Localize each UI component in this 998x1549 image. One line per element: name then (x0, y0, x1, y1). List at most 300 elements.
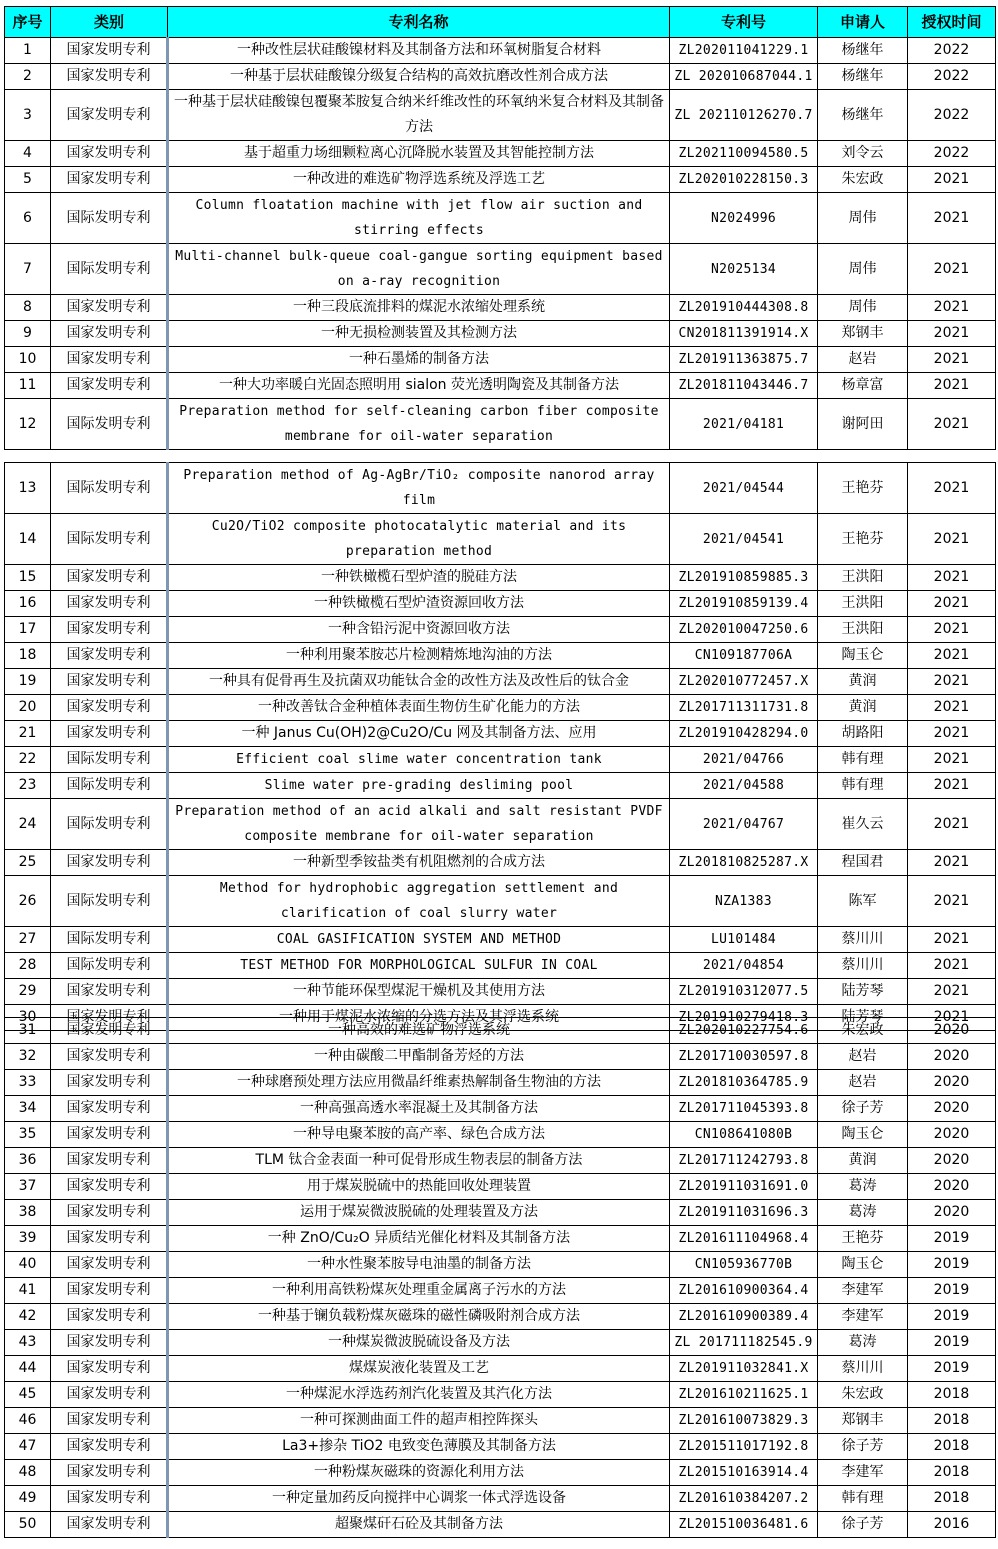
table-row (5, 1096, 996, 1122)
grant-year-cell: 2022 (908, 64, 996, 90)
category-cell: 国际发明专利 (51, 399, 168, 450)
row-number-cell: 33 (5, 1070, 51, 1096)
category-cell: 国际发明专利 (51, 193, 168, 244)
table-header (4, 6, 996, 38)
patent-name-cell: 一种节能环保型煤泥干燥机及其使用方法 (168, 979, 670, 1005)
category-cell: 国家发明专利 (51, 1460, 168, 1486)
patent-number-cell: ZL201911032841.X (670, 1356, 818, 1382)
grant-year-cell: 2021 (908, 1005, 996, 1031)
patent-name-cell: 一种改进的难选矿物浮选系统及浮选工艺 (168, 167, 670, 193)
patent-number-cell: ZL 202010687044.1 (670, 64, 818, 90)
patent-name-cell: Method for hydrophobic aggregation settlement and clarification of coal slurry water (168, 876, 670, 927)
table-row (5, 1044, 996, 1070)
grant-year-cell: 2019 (908, 1304, 996, 1330)
patent-name-cell: 一种 Janus Cu(OH)2@Cu2O/Cu 网及其制备方法、应用 (168, 721, 670, 747)
grant-year-cell: 2019 (908, 1252, 996, 1278)
table-row (5, 295, 996, 321)
table-row (5, 167, 996, 193)
grant-year-cell: 2020 (908, 1122, 996, 1148)
patent-name-cell: Preparation method of an acid alkali and salt resistant PVDF composite membrane for oil-water separation (168, 799, 670, 850)
patent-number-cell: ZL202010228150.3 (670, 167, 818, 193)
patent-number-cell: ZL201811043446.7 (670, 373, 818, 399)
row-number-cell: 19 (5, 669, 51, 695)
applicant-cell: 陈军 (818, 876, 908, 927)
row-number-cell: 22 (5, 747, 51, 773)
table-row (5, 244, 996, 295)
category-cell: 国际发明专利 (51, 773, 168, 799)
table-row (5, 90, 996, 141)
table-row (5, 193, 996, 244)
patent-name-cell: 一种大功率暖白光固态照明用 sialon 荧光透明陶瓷及其制备方法 (168, 373, 670, 399)
category-cell: 国家发明专利 (51, 565, 168, 591)
patent-number-cell: ZL201911031696.3 (670, 1200, 818, 1226)
grant-year-cell: 2020 (908, 1096, 996, 1122)
table-row (5, 565, 996, 591)
table-row (5, 721, 996, 747)
table-row (5, 1148, 996, 1174)
table-row (5, 1200, 996, 1226)
patent-name-cell: 一种由碳酸二甲酯制备芳烃的方法 (168, 1044, 670, 1070)
table-row (5, 669, 996, 695)
patent-name-cell: 一种导电聚苯胺的高产率、绿色合成方法 (168, 1122, 670, 1148)
row-number-cell: 43 (5, 1330, 51, 1356)
table-row (5, 1174, 996, 1200)
grant-year-cell: 2021 (908, 695, 996, 721)
category-cell: 国家发明专利 (51, 167, 168, 193)
row-number-cell: 10 (5, 347, 51, 373)
patent-name-cell: 一种铁橄榄石型炉渣的脱硅方法 (168, 565, 670, 591)
category-cell: 国家发明专利 (51, 295, 168, 321)
row-number-cell: 5 (5, 167, 51, 193)
category-cell: 国家发明专利 (51, 1278, 168, 1304)
category-cell: 国家发明专利 (51, 643, 168, 669)
grant-year-cell: 2021 (908, 347, 996, 373)
applicant-cell: 杨继年 (818, 90, 908, 141)
patent-number-cell: CN109187706A (670, 643, 818, 669)
patent-name-cell: 一种基于层状硅酸镍分级复合结构的高效抗磨改性剂合成方法 (168, 64, 670, 90)
table-row (5, 1486, 996, 1512)
table-row (5, 643, 996, 669)
row-number-cell: 17 (5, 617, 51, 643)
applicant-cell: 韩有理 (818, 1486, 908, 1512)
header-patent-number: 专利号 (670, 7, 818, 38)
patent-name-cell: Preparation method for self-cleaning carbon fiber composite membrane for oil-water separation (168, 399, 670, 450)
patent-name-cell: Column floatation machine with jet flow air suction and stirring effects (168, 193, 670, 244)
category-cell: 国家发明专利 (51, 1200, 168, 1226)
grant-year-cell: 2018 (908, 1460, 996, 1486)
table-row (5, 1408, 996, 1434)
table-row (5, 1122, 996, 1148)
category-cell: 国家发明专利 (51, 141, 168, 167)
row-number-cell: 3 (5, 90, 51, 141)
patent-number-cell: ZL201711242793.8 (670, 1148, 818, 1174)
patent-number-cell: ZL201610900364.4 (670, 1278, 818, 1304)
applicant-cell: 王洪阳 (818, 565, 908, 591)
patent-number-cell: NZA1383 (670, 876, 818, 927)
patent-number-cell: ZL201711311731.8 (670, 695, 818, 721)
header-category: 类别 (51, 7, 168, 38)
applicant-cell: 李建军 (818, 1304, 908, 1330)
header-row (5, 7, 996, 38)
category-cell: 国际发明专利 (51, 514, 168, 565)
applicant-cell: 杨继年 (818, 38, 908, 64)
grant-year-cell: 2021 (908, 669, 996, 695)
applicant-cell: 陆芳琴 (818, 1005, 908, 1031)
row-number-cell: 7 (5, 244, 51, 295)
patent-number-cell: N2024996 (670, 193, 818, 244)
grant-year-cell: 2021 (908, 747, 996, 773)
row-number-cell: 1 (5, 38, 51, 64)
row-number-cell: 15 (5, 565, 51, 591)
applicant-cell: 徐子芳 (818, 1096, 908, 1122)
grant-year-cell: 2020 (908, 1018, 996, 1044)
category-cell: 国际发明专利 (51, 244, 168, 295)
patent-number-cell: ZL202010772457.X (670, 669, 818, 695)
row-number-cell: 37 (5, 1174, 51, 1200)
applicant-cell: 郑钢丰 (818, 321, 908, 347)
applicant-cell: 陶玉仑 (818, 1122, 908, 1148)
applicant-cell: 王艳芬 (818, 463, 908, 514)
row-number-cell: 27 (5, 927, 51, 953)
grant-year-cell: 2021 (908, 850, 996, 876)
category-cell: 国家发明专利 (51, 1148, 168, 1174)
applicant-cell: 蔡川川 (818, 1356, 908, 1382)
category-cell: 国家发明专利 (51, 1122, 168, 1148)
patent-number-cell: ZL201911363875.7 (670, 347, 818, 373)
patent-table-section (4, 37, 996, 450)
patent-number-cell: ZL201911031691.0 (670, 1174, 818, 1200)
table-row (5, 1330, 996, 1356)
category-cell: 国家发明专利 (51, 373, 168, 399)
category-cell: 国际发明专利 (51, 747, 168, 773)
category-cell: 国家发明专利 (51, 1252, 168, 1278)
category-cell: 国家发明专利 (51, 850, 168, 876)
applicant-cell: 王洪阳 (818, 591, 908, 617)
grant-year-cell: 2021 (908, 373, 996, 399)
applicant-cell: 陶玉仑 (818, 643, 908, 669)
applicant-cell: 谢阿田 (818, 399, 908, 450)
patent-name-cell: 一种利用高铁粉煤灰处理重金属离子污水的方法 (168, 1278, 670, 1304)
grant-year-cell: 2021 (908, 565, 996, 591)
grant-year-cell: 2021 (908, 979, 996, 1005)
applicant-cell: 韩有理 (818, 773, 908, 799)
row-number-cell: 36 (5, 1148, 51, 1174)
patent-name-cell: TEST METHOD FOR MORPHOLOGICAL SULFUR IN COAL (168, 953, 670, 979)
applicant-cell: 蔡川川 (818, 953, 908, 979)
patent-name-cell: Cu2O/TiO2 composite photocatalytic material and its preparation method (168, 514, 670, 565)
category-cell: 国际发明专利 (51, 799, 168, 850)
header-grant-year: 授权时间 (908, 7, 996, 38)
category-cell: 国家发明专利 (51, 1408, 168, 1434)
row-number-cell: 29 (5, 979, 51, 1005)
patent-number-cell: ZL201910312077.5 (670, 979, 818, 1005)
patent-name-cell: 一种三段底流排料的煤泥水浓缩处理系统 (168, 295, 670, 321)
table-row (5, 953, 996, 979)
table-row (5, 927, 996, 953)
grant-year-cell: 2021 (908, 953, 996, 979)
table-row (5, 1382, 996, 1408)
grant-year-cell: 2021 (908, 167, 996, 193)
category-cell: 国家发明专利 (51, 347, 168, 373)
patent-number-cell: ZL201810364785.9 (670, 1070, 818, 1096)
grant-year-cell: 2020 (908, 1174, 996, 1200)
category-cell: 国家发明专利 (51, 1005, 168, 1031)
patent-number-cell: 2021/04766 (670, 747, 818, 773)
table-row (5, 347, 996, 373)
applicant-cell: 周伟 (818, 193, 908, 244)
applicant-cell: 赵岩 (818, 347, 908, 373)
grant-year-cell: 2021 (908, 876, 996, 927)
category-cell: 国家发明专利 (51, 1434, 168, 1460)
row-number-cell: 20 (5, 695, 51, 721)
table-row (5, 514, 996, 565)
row-number-cell: 39 (5, 1226, 51, 1252)
patent-number-cell: N2025134 (670, 244, 818, 295)
row-number-cell: 34 (5, 1096, 51, 1122)
patent-number-cell: ZL201910859139.4 (670, 591, 818, 617)
grant-year-cell: 2021 (908, 295, 996, 321)
table-row (5, 695, 996, 721)
patent-number-cell: ZL 201711182545.9 (670, 1330, 818, 1356)
category-cell: 国家发明专利 (51, 90, 168, 141)
applicant-cell: 陶玉仑 (818, 1252, 908, 1278)
category-cell: 国家发明专利 (51, 979, 168, 1005)
applicant-cell: 葛涛 (818, 1330, 908, 1356)
patent-number-cell: ZL201611104968.4 (670, 1226, 818, 1252)
patent-number-cell: ZL201910859885.3 (670, 565, 818, 591)
patent-number-cell: ZL202010047250.6 (670, 617, 818, 643)
applicant-cell: 胡路阳 (818, 721, 908, 747)
patent-name-cell: 用于煤炭脱硫中的热能回收处理装置 (168, 1174, 670, 1200)
row-number-cell: 28 (5, 953, 51, 979)
grant-year-cell: 2021 (908, 643, 996, 669)
table-row (5, 38, 996, 64)
row-number-cell: 48 (5, 1460, 51, 1486)
applicant-cell: 李建军 (818, 1460, 908, 1486)
row-number-cell: 40 (5, 1252, 51, 1278)
applicant-cell: 王艳芬 (818, 1226, 908, 1252)
grant-year-cell: 2018 (908, 1408, 996, 1434)
grant-year-cell: 2021 (908, 321, 996, 347)
patent-name-cell: 一种基于镧负载粉煤灰磁珠的磁性磷吸附剂合成方法 (168, 1304, 670, 1330)
grant-year-cell: 2021 (908, 617, 996, 643)
patent-name-cell: 一种定量加药反向搅拌中心调浆一体式浮选设备 (168, 1486, 670, 1512)
patent-name-cell: 一种可探测曲面工件的超声相控阵探头 (168, 1408, 670, 1434)
patent-number-cell: ZL201510163914.4 (670, 1460, 818, 1486)
row-number-cell: 18 (5, 643, 51, 669)
patent-name-cell: 一种利用聚苯胺芯片检测精炼地沟油的方法 (168, 643, 670, 669)
patent-name-cell: La3+掺杂 TiO2 电致变色薄膜及其制备方法 (168, 1434, 670, 1460)
row-number-cell: 32 (5, 1044, 51, 1070)
patent-number-cell: ZL201711045393.8 (670, 1096, 818, 1122)
row-number-cell: 41 (5, 1278, 51, 1304)
applicant-cell: 刘令云 (818, 141, 908, 167)
row-number-cell: 13 (5, 463, 51, 514)
grant-year-cell: 2022 (908, 90, 996, 141)
grant-year-cell: 2021 (908, 591, 996, 617)
category-cell: 国家发明专利 (51, 695, 168, 721)
patent-number-cell: CN105936770B (670, 1252, 818, 1278)
table-row (5, 141, 996, 167)
row-number-cell: 26 (5, 876, 51, 927)
table-row (5, 747, 996, 773)
grant-year-cell: 2019 (908, 1226, 996, 1252)
row-number-cell: 31 (5, 1018, 51, 1044)
table-row (5, 1304, 996, 1330)
table-row (5, 591, 996, 617)
patent-number-cell: ZL201510036481.6 (670, 1512, 818, 1538)
row-number-cell: 25 (5, 850, 51, 876)
applicant-cell: 程国君 (818, 850, 908, 876)
patent-name-cell: 一种新型季铵盐类有机阻燃剂的合成方法 (168, 850, 670, 876)
patent-name-cell: 一种水性聚苯胺导电油墨的制备方法 (168, 1252, 670, 1278)
table-row (5, 373, 996, 399)
applicant-cell: 李建军 (818, 1278, 908, 1304)
grant-year-cell: 2021 (908, 244, 996, 295)
patent-name-cell: COAL GASIFICATION SYSTEM AND METHOD (168, 927, 670, 953)
category-cell: 国家发明专利 (51, 64, 168, 90)
patent-name-cell: 一种改善钛合金种植体表面生物仿生矿化能力的方法 (168, 695, 670, 721)
category-cell: 国家发明专利 (51, 1486, 168, 1512)
applicant-cell: 韩有理 (818, 747, 908, 773)
grant-year-cell: 2018 (908, 1486, 996, 1512)
patent-number-cell: ZL201910428294.0 (670, 721, 818, 747)
table-row (5, 1252, 996, 1278)
patent-number-cell: ZL201910444308.8 (670, 295, 818, 321)
applicant-cell: 杨继年 (818, 64, 908, 90)
patent-number-cell: ZL201610900389.4 (670, 1304, 818, 1330)
patent-name-cell: 一种含铅污泥中资源回收方法 (168, 617, 670, 643)
category-cell: 国家发明专利 (51, 1512, 168, 1538)
row-number-cell: 12 (5, 399, 51, 450)
grant-year-cell: 2022 (908, 38, 996, 64)
table-row (5, 773, 996, 799)
table-row (5, 1070, 996, 1096)
row-number-cell: 2 (5, 64, 51, 90)
category-cell: 国家发明专利 (51, 669, 168, 695)
row-number-cell: 38 (5, 1200, 51, 1226)
patent-number-cell: 2021/04544 (670, 463, 818, 514)
category-cell: 国家发明专利 (51, 1070, 168, 1096)
applicant-cell: 周伟 (818, 244, 908, 295)
patent-number-cell: ZL 202110126270.7 (670, 90, 818, 141)
applicant-cell: 朱宏政 (818, 167, 908, 193)
category-cell: 国家发明专利 (51, 1356, 168, 1382)
applicant-cell: 朱宏政 (818, 1018, 908, 1044)
applicant-cell: 徐子芳 (818, 1434, 908, 1460)
applicant-cell: 赵岩 (818, 1070, 908, 1096)
patent-number-cell: ZL201610211625.1 (670, 1382, 818, 1408)
patent-name-cell: 一种铁橄榄石型炉渣资源回收方法 (168, 591, 670, 617)
row-number-cell: 24 (5, 799, 51, 850)
grant-year-cell: 2018 (908, 1382, 996, 1408)
patent-name-cell: 一种高强高透水率混凝土及其制备方法 (168, 1096, 670, 1122)
applicant-cell: 周伟 (818, 295, 908, 321)
applicant-cell: 蔡川川 (818, 927, 908, 953)
row-number-cell: 50 (5, 1512, 51, 1538)
table-row (5, 876, 996, 927)
patent-name-cell: Slime water pre-grading desliming pool (168, 773, 670, 799)
grant-year-cell: 2020 (908, 1044, 996, 1070)
row-number-cell: 47 (5, 1434, 51, 1460)
patent-number-cell: 2021/04588 (670, 773, 818, 799)
row-number-cell: 45 (5, 1382, 51, 1408)
row-number-cell: 44 (5, 1356, 51, 1382)
patent-name-cell: 一种基于层状硅酸镍包覆聚苯胺复合纳米纤维改性的环氧纳米复合材料及其制备方法 (168, 90, 670, 141)
category-cell: 国家发明专利 (51, 1174, 168, 1200)
table-row (5, 463, 996, 514)
patent-number-cell: CN108641080B (670, 1122, 818, 1148)
patent-number-cell: 2021/04767 (670, 799, 818, 850)
table-row (5, 617, 996, 643)
patent-number-cell: 2021/04181 (670, 399, 818, 450)
patent-number-cell: LU101484 (670, 927, 818, 953)
grant-year-cell: 2021 (908, 721, 996, 747)
category-cell: 国家发明专利 (51, 38, 168, 64)
table-row (5, 1512, 996, 1538)
patent-number-cell: ZL202110094580.5 (670, 141, 818, 167)
patent-number-cell: ZL201511017192.8 (670, 1434, 818, 1460)
table-row (5, 1278, 996, 1304)
grant-year-cell: 2020 (908, 1148, 996, 1174)
applicant-cell: 赵岩 (818, 1044, 908, 1070)
applicant-cell: 郑钢丰 (818, 1408, 908, 1434)
patent-number-cell: ZL202010227754.6 (670, 1018, 818, 1044)
header-applicant: 申请人 (818, 7, 908, 38)
patent-name-cell: 煤煤炭液化装置及工艺 (168, 1356, 670, 1382)
applicant-cell: 朱宏政 (818, 1382, 908, 1408)
grant-year-cell: 2019 (908, 1330, 996, 1356)
grant-year-cell: 2020 (908, 1070, 996, 1096)
row-number-cell: 46 (5, 1408, 51, 1434)
grant-year-cell: 2021 (908, 799, 996, 850)
grant-year-cell: 2019 (908, 1356, 996, 1382)
row-number-cell: 4 (5, 141, 51, 167)
row-number-cell: 23 (5, 773, 51, 799)
table-row (5, 1356, 996, 1382)
patent-name-cell: Preparation method of Ag-AgBr/TiO₂ composite nanorod array film (168, 463, 670, 514)
patent-name-cell: 基于超重力场细颗粒离心沉降脱水装置及其智能控制方法 (168, 141, 670, 167)
patent-name-cell: Multi-channel bulk-queue coal-gangue sorting equipment based on a-ray recognition (168, 244, 670, 295)
patent-number-cell: 2021/04854 (670, 953, 818, 979)
applicant-cell: 黄润 (818, 1148, 908, 1174)
patent-number-cell: ZL201810825287.X (670, 850, 818, 876)
applicant-cell: 杨章富 (818, 373, 908, 399)
row-number-cell: 6 (5, 193, 51, 244)
table-row (5, 321, 996, 347)
category-cell: 国家发明专利 (51, 591, 168, 617)
row-number-cell: 14 (5, 514, 51, 565)
applicant-cell: 崔久云 (818, 799, 908, 850)
patent-name-cell: 一种 ZnO/Cu₂O 异质结光催化材料及其制备方法 (168, 1226, 670, 1252)
patent-table-section (4, 1017, 996, 1538)
grant-year-cell: 2021 (908, 773, 996, 799)
patent-table-section (4, 462, 996, 1031)
category-cell: 国家发明专利 (51, 1382, 168, 1408)
table-row (5, 1460, 996, 1486)
category-cell: 国家发明专利 (51, 617, 168, 643)
patent-name-cell: 一种球磨预处理方法应用微晶纤维素热解制备生物油的方法 (168, 1070, 670, 1096)
grant-year-cell: 2018 (908, 1434, 996, 1460)
applicant-cell: 黄润 (818, 695, 908, 721)
table-row (5, 64, 996, 90)
grant-year-cell: 2021 (908, 193, 996, 244)
patent-name-cell: 一种改性层状硅酸镍材料及其制备方法和环氧树脂复合材料 (168, 38, 670, 64)
patent-number-cell: ZL201610073829.3 (670, 1408, 818, 1434)
table-row (5, 1434, 996, 1460)
patent-name-cell: 一种煤泥水浮选药剂汽化装置及其汽化方法 (168, 1382, 670, 1408)
applicant-cell: 王洪阳 (818, 617, 908, 643)
